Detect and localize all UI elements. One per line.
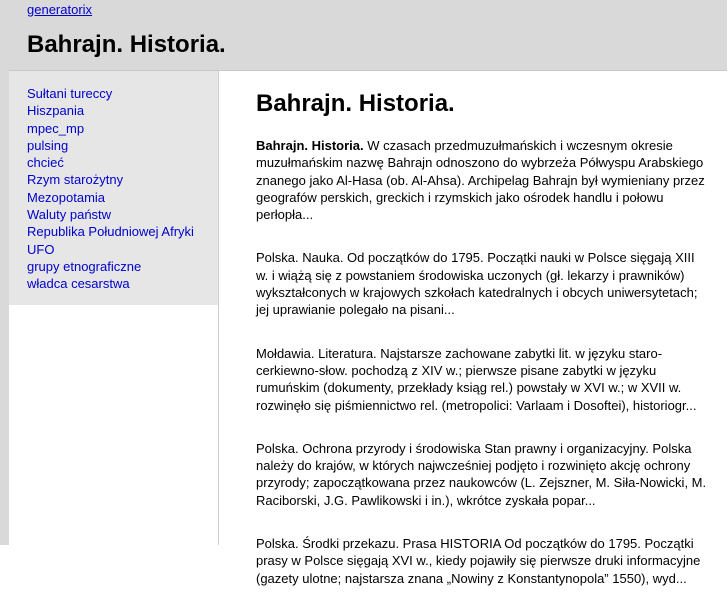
sidebar-item xyxy=(27,223,218,240)
article-intro-text: W czasach przedmuzułmańskich i wczesnym okresie muzułmańskim nazwę Bahrajn odnoszono do wybrzeża Półwyspu Arabskiego znanego jako Al-Hasa (ob. Al-Ahsa). Archipelag Bahrajn był wymieniany przez geografów perskich, greckich i rzymskich jako ośrodek handlu i połowu perłopła... xyxy=(256,138,705,223)
sidebar-link-chciec[interactable]: chcieć xyxy=(27,155,64,171)
sidebar-item xyxy=(27,241,218,258)
sidebar-item xyxy=(27,85,218,102)
sidebar-item xyxy=(27,120,218,137)
sidebar-link-mpec-mp[interactable]: mpec_mp xyxy=(27,120,85,136)
page-title: Bahrajn. Historia. xyxy=(256,90,455,117)
sidebar-nav xyxy=(9,71,218,305)
article-intro-heading: Bahrajn. Historia. xyxy=(256,138,364,153)
sidebar-list xyxy=(9,71,218,293)
sidebar-link-hiszpania[interactable]: Hiszpania xyxy=(27,103,85,119)
site-header xyxy=(9,0,727,71)
article-snippet: Mołdawia. Literatura. Najstarsze zachowane zabytki lit. w języku staro-cerkiewno-słow. pochodzą z XIV w.; pierwsze pisane zabytki w języku rumuńskim (dokumenty, przekłady ksiąg rel.) powstały w XVI w.; w XVII w. rozwinęło się piśmiennictwo rel. (metropolici: Varlaam i Dosoftei), historiogr... xyxy=(256,345,697,413)
sidebar-item xyxy=(27,189,218,206)
sidebar-item xyxy=(27,206,218,223)
sidebar-link-waluty-panstw[interactable]: Waluty państw xyxy=(27,207,112,223)
sidebar-link-pulsing[interactable]: pulsing xyxy=(27,137,69,153)
article-list xyxy=(256,137,708,613)
sidebar-item xyxy=(27,154,218,171)
left-frame-border xyxy=(0,0,9,545)
sidebar-item xyxy=(27,102,218,119)
article-snippet: Polska. Środki przekazu. Prasa HISTORIA Od początków do 1795. Początki prasy w Polsce sięgają XVI w., kiedy pojawiły się pierwsze druki informacyjne (gazety ulotne; najstarsza znana „Nowiny z Konstantynopola” 1550), wyd... xyxy=(256,536,701,586)
brand-link[interactable]: generatorix xyxy=(27,2,93,17)
article-snippet: Polska. Nauka. Od początków do 1795. Początki nauki w Polsce sięgają XIII w. i wiążą się z powstaniem środowiska uczonych (gł. lekarzy i prawników) wykształconych w krajowych szkołach katedralnych i obcych uniwersytetach; jej uprawianie polegało na pisani... xyxy=(256,250,698,318)
sidebar-link-grupy-etnograficzne[interactable]: grupy etnograficzne xyxy=(27,258,142,274)
sidebar-item xyxy=(27,275,218,292)
main-content xyxy=(218,71,728,586)
sidebar-item xyxy=(27,137,218,154)
article-intro xyxy=(256,137,708,223)
sidebar-link-sultani-tureccy[interactable]: Sułtani tureccy xyxy=(27,86,113,101)
sidebar-link-ufo[interactable]: UFO xyxy=(27,241,55,257)
article-snippet: Polska. Ochrona przyrody i środowiska Stan prawny i organizacyjny. Polska należy do krajów, w których najwcześniej podjęto i rozwinięto akcję ochrony przyrody; zapoczątkowana przez naukowców (L. Zejszner, M. Siła-Nowicki, M. Raciborski, J.G. Pawlikowski i in.), wkrótce zyskała popar... xyxy=(256,440,707,508)
sidebar-link-wladca-cesarstwa[interactable]: władca cesarstwa xyxy=(27,276,130,292)
sidebar-link-republika-poludniowej-afryki[interactable]: Republika Południowej Afryki xyxy=(27,224,194,240)
sidebar-item xyxy=(27,258,218,275)
site-title: Bahrajn. Historia. xyxy=(27,31,226,58)
sidebar-link-mezopotamia[interactable]: Mezopotamia xyxy=(27,189,106,205)
sidebar-item xyxy=(27,171,218,188)
sidebar-link-rzym-starozytny[interactable]: Rzym starożytny xyxy=(27,172,124,188)
